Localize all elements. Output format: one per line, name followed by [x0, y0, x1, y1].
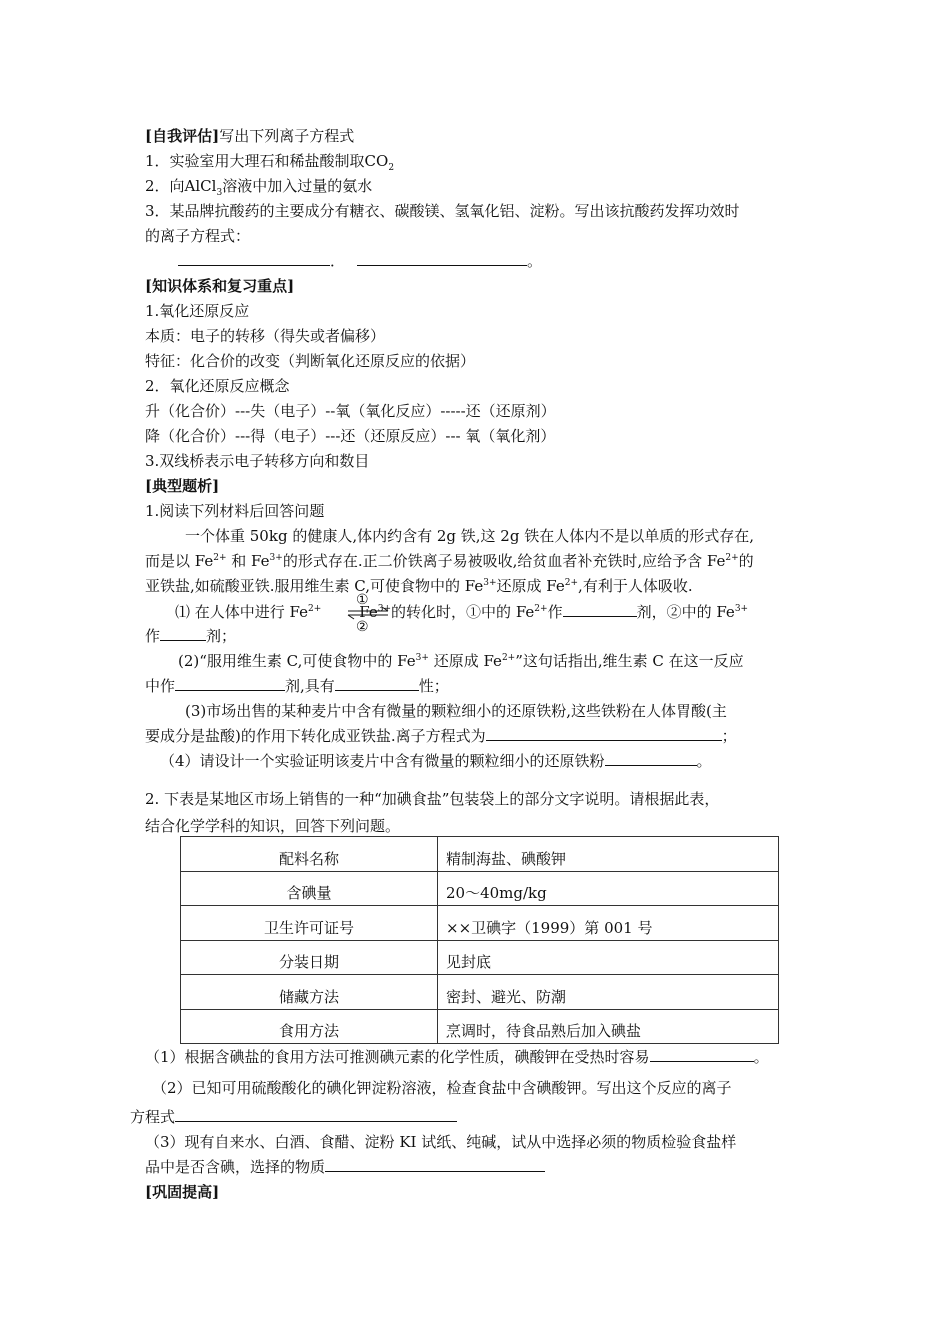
- answer-blank[interactable]: [563, 602, 637, 617]
- text: （4）请设计一个实验证明该麦片中含有微量的颗粒细小的还原铁粉: [160, 752, 605, 770]
- charge: 2+: [501, 653, 516, 663]
- question-4: [160, 751, 712, 771]
- table-key-cell: 食用方法: [181, 1009, 438, 1044]
- table-key-cell: 分装日期: [181, 940, 438, 975]
- q1-text: 1．实验室用大理石和稀盐酸制取: [145, 152, 365, 170]
- self-eval-q1: [145, 151, 394, 171]
- knowledge-line: 特征：化合价的改变（判断氧化还原反应的依据）: [145, 352, 476, 370]
- table-question-2-line2: [130, 1107, 457, 1127]
- table-key-cell: 卫生许可证号: [181, 906, 438, 941]
- table-key-cell: 配料名称: [181, 837, 438, 872]
- charge: 2+: [534, 604, 548, 614]
- charge: 2+: [308, 604, 322, 614]
- salt-label-table: [180, 836, 779, 1044]
- table-question-2-line1: （2）已知可用硫酸酸化的碘化钾淀粉溶液，检查食盐中含碘酸钾。写出这个反应的离子: [152, 1079, 732, 1097]
- knowledge-line: 2．氧化还原反应概念: [145, 377, 290, 395]
- text: 而是以 Fe: [145, 552, 214, 570]
- self-eval-q3-line2: 的离子方程式：: [145, 227, 251, 245]
- text: ⑴ 在人体中进行 Fe: [175, 603, 309, 621]
- charge: 2+: [564, 578, 579, 588]
- q2-text: 2．向: [145, 177, 185, 195]
- q2-text-end: 溶液中加入过量的氨水: [222, 177, 373, 195]
- text: 的: [738, 552, 754, 570]
- knowledge-line: 升（化合价）---失（电子）--氧（氧化反应）-----还（还原剂）: [145, 402, 556, 420]
- text: 作: [145, 627, 161, 645]
- table-question-1: [145, 1047, 769, 1067]
- text: 的转化时，①中的 Fe: [391, 603, 535, 621]
- question-1: [175, 602, 748, 622]
- question-3-line2: [145, 726, 737, 746]
- text: 还原成 Fe: [428, 652, 502, 670]
- text: 。: [696, 752, 712, 770]
- text: 的形式存在.正二价铁离子易被吸收,给贫血者补充铁时,应给予含 Fe: [282, 552, 726, 570]
- knowledge-line: 3.双线桥表示电子转移方向和数目: [145, 452, 370, 470]
- table-value-cell: 密封、避光、防潮: [438, 975, 779, 1010]
- problem1-title: 1.阅读下列材料后回答问题: [145, 502, 325, 520]
- table-row: [181, 837, 779, 872]
- text: （1）根据含碘盐的食用方法可推测碘元素的化学性质，碘酸钾在受热时容易: [145, 1048, 650, 1066]
- text: 。: [753, 1048, 769, 1066]
- charge: 3+: [483, 578, 497, 588]
- text: 亚铁盐,如硫酸亚铁.服用维生素 C,可使食物中的 Fe: [145, 577, 484, 595]
- self-eval-title: 写出下列离子方程式: [219, 127, 355, 145]
- knowledge-heading: [知识体系和复习重点]: [145, 277, 295, 295]
- table-value-cell: 见封底: [438, 940, 779, 975]
- text: 品中是否含碘，选择的物质: [145, 1158, 326, 1176]
- answer-blank[interactable]: [335, 676, 419, 691]
- answer-blank[interactable]: [175, 1107, 457, 1122]
- problem2-line2: 结合化学学科的知识，回答下列问题。: [145, 817, 401, 835]
- knowledge-line: 降（化合价）---得（电子）---还（还原反应）--- 氧（氧化剂）: [145, 427, 556, 445]
- material-line: [145, 576, 693, 596]
- q2-subscript: 3: [216, 188, 223, 198]
- knowledge-line: 本质：电子的转移（得失或者偏移）: [145, 327, 386, 345]
- text: 方程式: [130, 1108, 176, 1126]
- text: 要成分是盐酸)的作用下转化成亚铁盐.离子方程式为: [145, 727, 486, 745]
- answer-blank[interactable]: [178, 251, 330, 266]
- answer-blank[interactable]: [650, 1047, 754, 1062]
- answer-blank[interactable]: [357, 251, 527, 266]
- table-key-cell: 含碘量: [181, 871, 438, 906]
- table-key-cell: 储藏方法: [181, 975, 438, 1010]
- text: 中作: [145, 677, 176, 695]
- answer-blank[interactable]: [160, 626, 206, 641]
- consolidate-heading: [巩固提高]: [145, 1183, 220, 1201]
- table-question-3-line2: [145, 1157, 545, 1177]
- text: 剂,具有: [285, 677, 335, 695]
- text: Fe: [359, 603, 378, 621]
- table-value-cell: ××卫碘字（1999）第 001 号: [438, 906, 779, 941]
- question-2: [178, 651, 744, 671]
- text: ,有利于人体吸收.: [578, 577, 693, 595]
- text: 剂；: [206, 627, 237, 645]
- table-row: [181, 871, 779, 906]
- text: 剂，②中的 Fe: [636, 603, 735, 621]
- question-1-line2: [145, 626, 236, 646]
- question-3-line1: (3)市场出售的某种麦片中含有微量的颗粒细小的还原铁粉,这些铁粉在人体胃酸(主: [185, 702, 727, 720]
- analysis-heading: [典型题析]: [145, 477, 220, 495]
- separator: ．: [330, 252, 346, 270]
- charge: 3+: [377, 604, 392, 614]
- arrow-label-bottom: ②: [356, 619, 369, 635]
- answer-blank[interactable]: [175, 676, 285, 691]
- table-value-cell: 精制海盐、碘酸钾: [438, 837, 779, 872]
- charge: 2+: [213, 553, 227, 563]
- problem2-line1: 2. 下表是某地区市场上销售的一种“加碘食盐”包装袋上的部分文字说明。请根据此表，: [145, 790, 720, 808]
- charge: 3+: [734, 604, 749, 614]
- material-line: 一个体重 50kg 的健康人,体内约含有 2g 铁,这 2g 铁在人体内不是以单质的形式存在,: [185, 527, 754, 545]
- table-row: [181, 975, 779, 1010]
- period: 。: [527, 252, 543, 270]
- answer-blank[interactable]: [325, 1157, 545, 1172]
- text: ”这句话指出,维生素 C 在这一反应: [515, 652, 744, 670]
- text: 和 Fe: [226, 552, 270, 570]
- table-row: [181, 906, 779, 941]
- charge: 3+: [415, 653, 429, 663]
- q1-formula: CO: [364, 152, 389, 170]
- knowledge-line: 1.氧化还原反应: [145, 302, 250, 320]
- table-question-3-line1: （3）现有自来水、白酒、食醋、淀粉 KI 试纸、纯碱，试从中选择必须的物质检验食盐样: [145, 1133, 737, 1151]
- table-row: [181, 940, 779, 975]
- question-2-line2: [145, 676, 449, 696]
- charge: 3+: [269, 553, 283, 563]
- answer-blank[interactable]: [605, 751, 697, 766]
- table-value-cell: 烹调时，待食品熟后加入碘盐: [438, 1009, 779, 1044]
- text: 性；: [418, 677, 449, 695]
- self-eval-q3-blanks: [178, 251, 542, 271]
- table-row: [181, 1009, 779, 1044]
- self-eval-q3-line1: 3．某品牌抗酸药的主要成分有糖衣、碳酸镁、氢氧化铝、淀粉。写出该抗酸药发挥功效时: [145, 202, 740, 220]
- text: 作: [547, 603, 563, 621]
- answer-blank[interactable]: [486, 726, 722, 741]
- self-eval-line: [145, 126, 354, 146]
- arrow-label-top: ①: [356, 592, 369, 608]
- self-eval-heading: [自我评估]: [145, 127, 220, 145]
- q2-formula: AlCl: [184, 177, 217, 195]
- q1-subscript: 2: [388, 163, 395, 173]
- self-eval-q2: [145, 176, 372, 196]
- material-line: [145, 551, 754, 571]
- text: ；: [721, 727, 737, 745]
- text: 还原成 Fe: [496, 577, 565, 595]
- table-value-cell: 20～40mg/kg: [438, 871, 779, 906]
- text: (2)“服用维生素 C,可使食物中的 Fe: [178, 652, 416, 670]
- charge: 2+: [725, 553, 739, 563]
